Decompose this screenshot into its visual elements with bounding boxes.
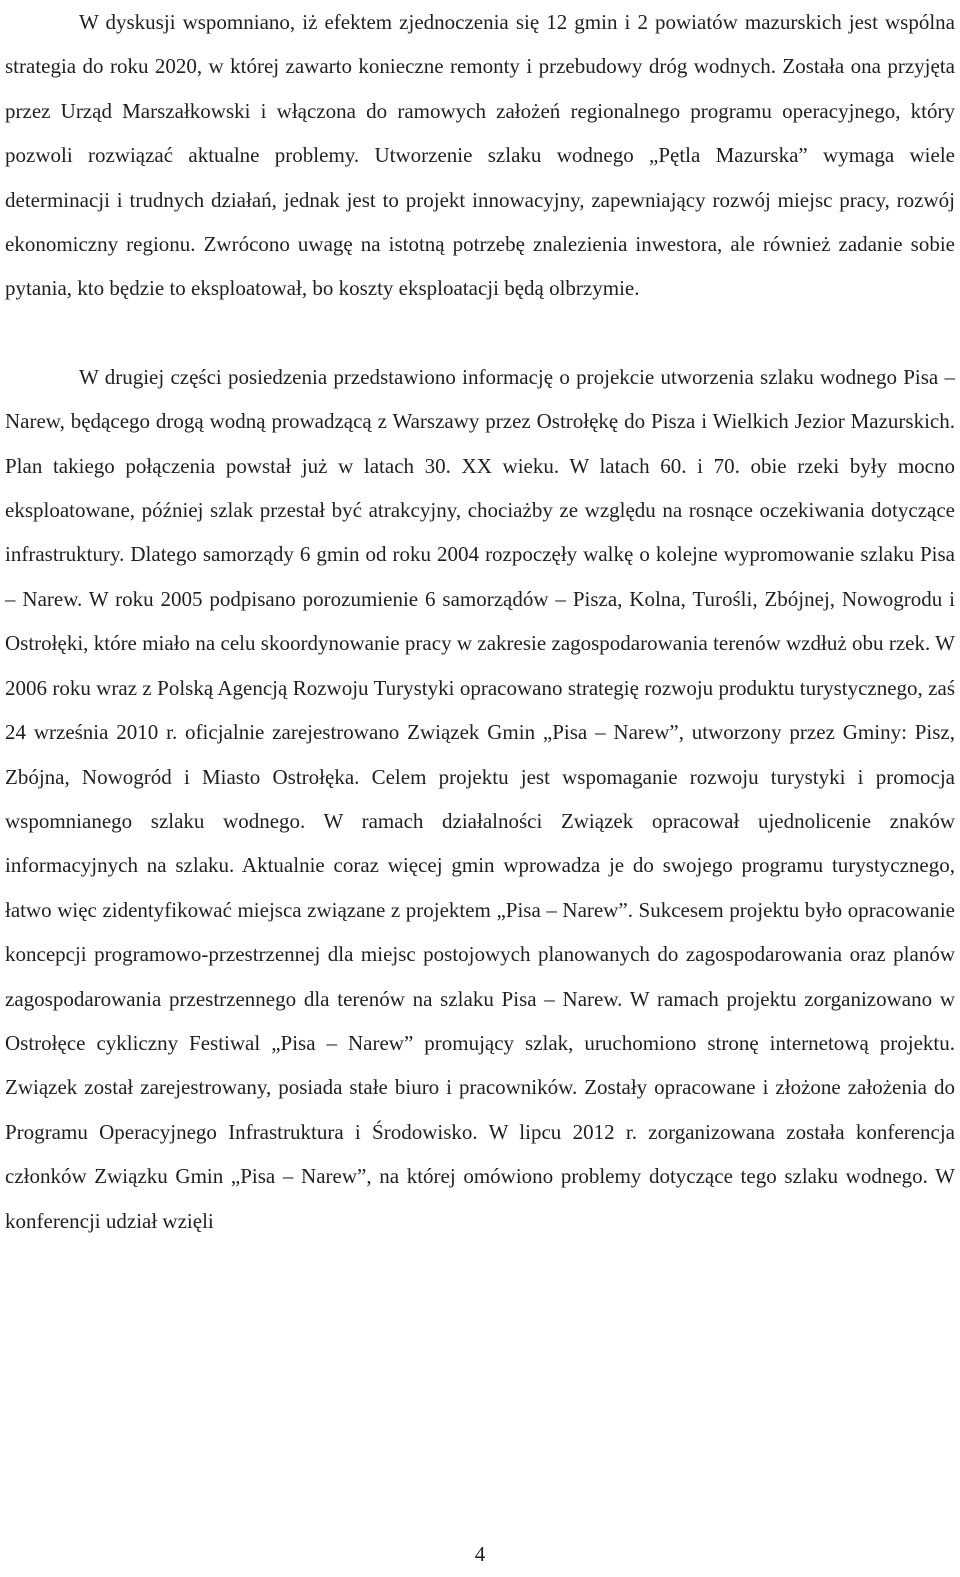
page-number: 4: [474, 1542, 486, 1566]
paragraph-strategy-discussion: W dyskusji wspomniano, iż efektem zjednoczenia się 12 gmin i 2 powiatów mazurskich jest wspólna strategia do roku 2020, w której zawarto konieczne remonty i przebudowy dróg wodnych. Została ona przyjęta przez Urząd Marszałkowski i włączona do ramowych założeń regionalnego programu operacyjnego, który pozwoli rozwiązać aktualne problemy. Utworzenie szlaku wodnego „Pętla Mazurska” wymaga wiele determinacji i trudnych działań, jednak jest to projekt innowacyjny, zapewniający rozwój miejsc pracy, rozwój ekonomiczny regionu. Zwrócono uwagę na istotną potrzebę znalezienia inwestora, ale również zadanie sobie pytania, kto będzie to eksploatował, bo koszty eksploatacji będą olbrzymie.: [5, 10, 955, 301]
document-page: [5, 0, 955, 1243]
paragraph-pisa-narew-project: W drugiej części posiedzenia przedstawiono informację o projekcie utworzenia szlaku wodnego Pisa – Narew, będącego drogą wodną prowadzącą z Warszawy przez Ostrołękę do Pisza i Wielkich Jezior Mazurskich. Plan takiego połączenia powstał już w latach 30. XX wieku. W latach 60. i 70. obie rzeki były mocno eksploatowane, później szlak przestał być atrakcyjny, chociażby ze względu na rosnące oczekiwania dotyczące infrastruktury. Dlatego samorządy 6 gmin od roku 2004 rozpoczęły walkę o kolejne wypromowanie szlaku Pisa – Narew. W roku 2005 podpisano porozumienie 6 samorządów – Pisza, Kolna, Turośli, Zbójnej, Nowogrodu i Ostrołęki, które miało na celu skoordynowanie pracy w zakresie zagospodarowania terenów wzdłuż obu rzek. W 2006 roku wraz z Polską Agencją Rozwoju Turystyki opracowano strategię rozwoju produktu turystycznego, zaś 24 września 2010 r. oficjalnie zarejestrowano Związek Gmin „Pisa – Narew”, utworzony przez Gminy: Pisz, Zbójna, Nowogród i Miasto Ostrołęka. Celem projektu jest wspomaganie rozwoju turystyki i promocja wspomnianego szlaku wodnego. W ramach działalności Związek opracował ujednolicenie znaków informacyjnych na szlaku. Aktualnie coraz więcej gmin wprowadza je do swojego programu turystycznego, łatwo więc zidentyfikować miejsca związane z projektem „Pisa – Narew”. Sukcesem projektu było opracowanie koncepcji programowo-przestrzennej dla miejsc postojowych planowanych do zagospodarowania oraz planów zagospodarowania przestrzennego dla terenów na szlaku Pisa – Narew. W ramach projektu zorganizowano w Ostrołęce cykliczny Festiwal „Pisa – Narew” promujący szlak, uruchomiono stronę internetową projektu. Związek został zarejestrowany, posiada stałe biuro i pracowników. Zostały opracowane i złożone założenia do Programu Operacyjnego Infrastruktura i Środowisko. W lipcu 2012 r. zorganizowana została konferencja członków Związku Gmin „Pisa – Narew”, na której omówiono problemy dotyczące tego szlaku wodnego. W konferencji udział wzięli: [5, 364, 955, 1233]
